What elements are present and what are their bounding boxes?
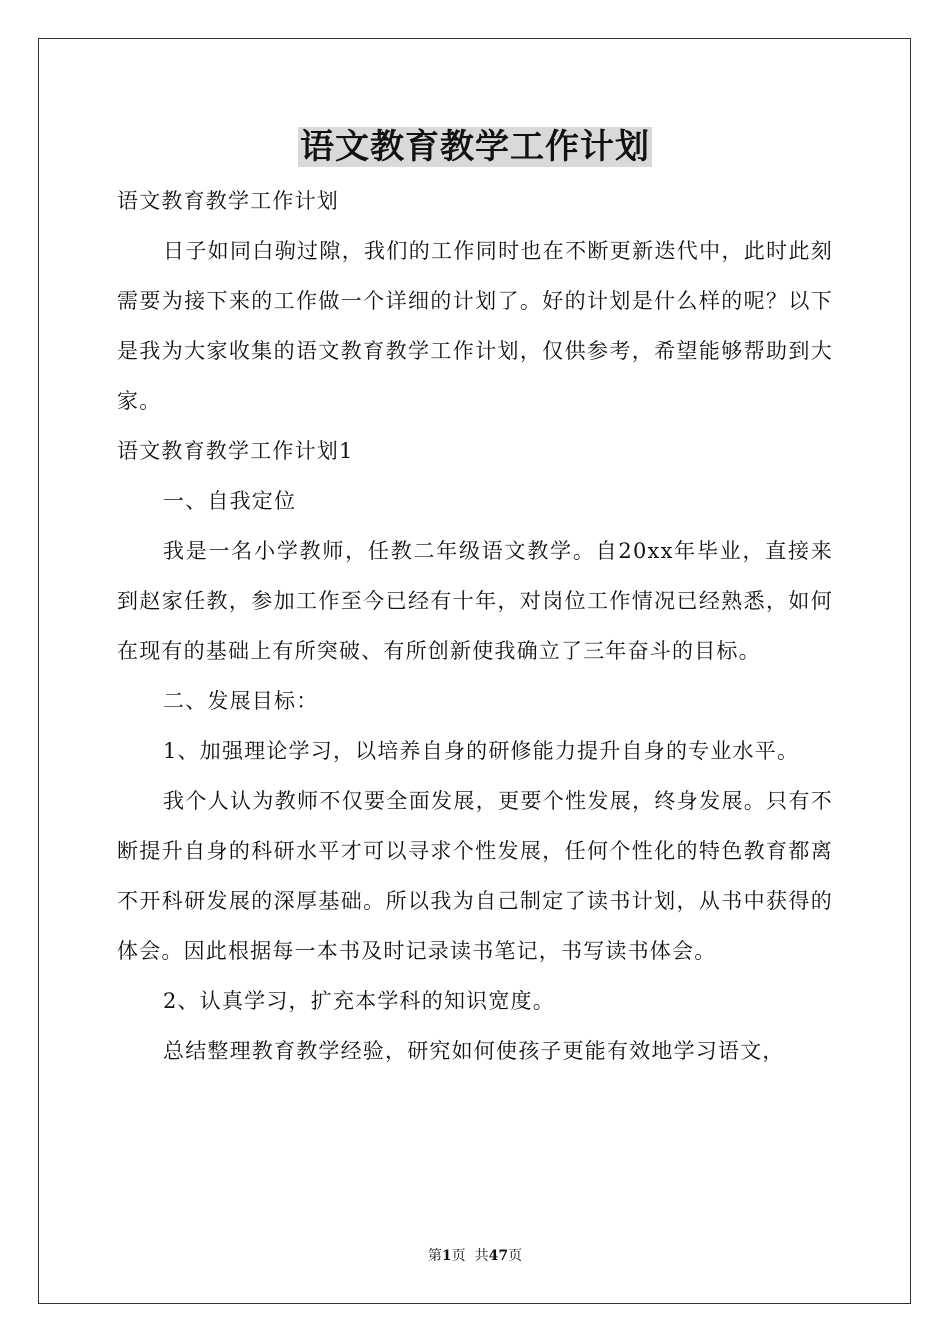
paragraph: 我是一名小学教师，任教二年级语文教学。自20xx年毕业，直接来到赵家任教，参加工作至今已经有十年，对岗位工作情况已经熟悉，如何在现有的基础上有所突破、有所创新使我确立了三年奋斗的目标。 — [117, 539, 833, 663]
document-body — [117, 176, 833, 1076]
page-number-suffix: 页 — [508, 1248, 523, 1264]
subsection-heading: 二、发展目标： — [163, 689, 319, 713]
paragraph: 总结整理教育教学经验，研究如何使孩子更能有效地学习语文， — [163, 1039, 785, 1063]
page-number-prefix: 第 — [427, 1248, 442, 1264]
list-item: 2、认真学习，扩充本学科的知识宽度。 — [163, 989, 555, 1013]
paragraph: 日子如同白驹过隙，我们的工作同时也在不断更新迭代中，此时此刻需要为接下来的工作做一个详细的计划了。好的计划是什么样的呢？以下是我为大家收集的语文教育教学工作计划，仅供参考，希望能够帮助到大家。 — [117, 239, 833, 413]
paragraph: 语文教育教学工作计划 — [117, 189, 339, 213]
page-footer — [0, 1246, 950, 1266]
document-title — [0, 124, 950, 170]
page-number-total: 47 — [488, 1248, 509, 1264]
subsection-heading: 一、自我定位 — [163, 489, 297, 513]
page-number-current: 1 — [441, 1248, 452, 1264]
document-title-text: 语文教育教学工作计划 — [300, 127, 650, 167]
section-heading: 语文教育教学工作计划1 — [117, 439, 354, 463]
page-number-middle: 页 共 — [451, 1248, 489, 1264]
list-item: 1、加强理论学习，以培养自身的研修能力提升自身的专业水平。 — [163, 739, 800, 763]
paragraph: 我个人认为教师不仅要全面发展，更要个性发展，终身发展。只有不断提升自身的科研水平才可以寻求个性发展，任何个性化的特色教育都离不开科研发展的深厚基础。所以我为自己制定了读书计划，从书中获得的体会。因此根据每一本书及时记录读书笔记，书写读书体会。 — [117, 789, 833, 963]
